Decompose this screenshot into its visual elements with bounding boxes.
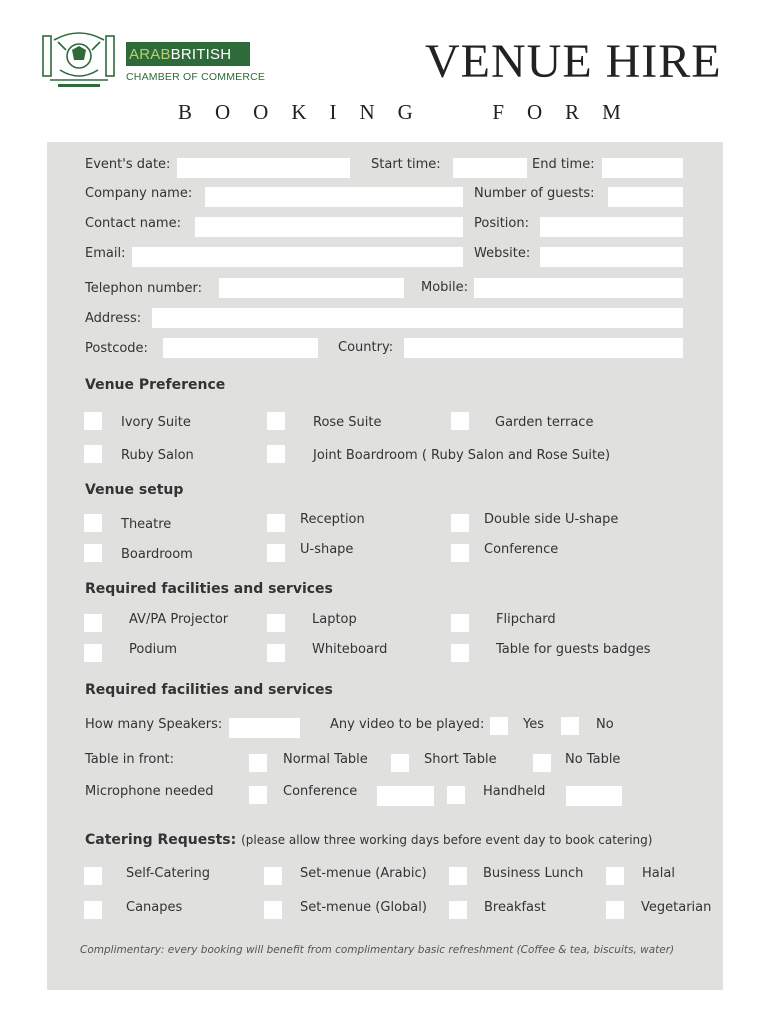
- guest-badges-table-label: Table for guests badges: [496, 642, 651, 657]
- breakfast-label: Breakfast: [484, 900, 546, 915]
- rose-suite-checkbox[interactable]: [267, 412, 285, 430]
- venue-preference-heading: Venue Preference: [85, 377, 226, 393]
- halal-label: Halal: [642, 866, 675, 881]
- theatre-checkbox[interactable]: [84, 514, 102, 532]
- mic-conference-checkbox[interactable]: [249, 786, 267, 804]
- podium-label: Podium: [129, 642, 178, 657]
- joint-boardroom-label: Joint Boardroom ( Ruby Salon and Rose Suite): [313, 448, 611, 463]
- end-time-field[interactable]: [602, 158, 683, 178]
- set-menu-global-label: Set-menue (Global): [300, 900, 427, 915]
- conference-setup-label: Conference: [484, 542, 559, 557]
- contact-name-field[interactable]: [195, 217, 463, 237]
- video-no-checkbox[interactable]: [561, 717, 579, 735]
- vegetarian-label: Vegetarian: [641, 900, 712, 915]
- postcode-label: Postcode:: [85, 341, 148, 356]
- double-u-shape-checkbox[interactable]: [451, 514, 469, 532]
- catering-heading-note: (please allow three working days before event day to book catering): [241, 833, 653, 847]
- whiteboard-label: Whiteboard: [312, 642, 388, 657]
- start-time-label: Start time:: [371, 157, 441, 172]
- country-label: Country:: [338, 340, 394, 355]
- boardroom-label: Boardroom: [121, 547, 193, 562]
- reception-label: Reception: [300, 512, 365, 527]
- normal-table-label: Normal Table: [283, 752, 368, 767]
- position-label: Position:: [474, 216, 529, 231]
- double-u-shape-label: Double side U-shape: [484, 512, 619, 527]
- business-lunch-checkbox[interactable]: [449, 867, 467, 885]
- table-in-front-label: Table in front:: [85, 752, 175, 767]
- telephone-field[interactable]: [219, 278, 404, 298]
- venue-setup-heading: Venue setup: [85, 482, 184, 498]
- vegetarian-checkbox[interactable]: [606, 901, 624, 919]
- position-field[interactable]: [540, 217, 683, 237]
- ruby-salon-label: Ruby Salon: [121, 448, 194, 463]
- handheld-label: Handheld: [483, 784, 546, 799]
- catering-heading-title: Catering Requests:: [85, 832, 237, 848]
- garden-terrace-checkbox[interactable]: [451, 412, 469, 430]
- reception-checkbox[interactable]: [267, 514, 285, 532]
- chamber-emblem-logo: [40, 30, 118, 92]
- speakers-field[interactable]: [229, 718, 300, 738]
- mobile-field[interactable]: [474, 278, 683, 298]
- podium-checkbox[interactable]: [84, 644, 102, 662]
- short-table-checkbox[interactable]: [391, 754, 409, 772]
- catering-heading: [85, 832, 652, 848]
- canapes-checkbox[interactable]: [84, 901, 102, 919]
- conference-setup-checkbox[interactable]: [451, 544, 469, 562]
- theatre-label: Theatre: [121, 517, 172, 532]
- speakers-label: How many Speakers:: [85, 717, 223, 732]
- email-field[interactable]: [132, 247, 463, 267]
- brand-wordmark: [126, 42, 250, 66]
- av-pa-projector-label: AV/PA Projector: [129, 612, 229, 627]
- no-table-checkbox[interactable]: [533, 754, 551, 772]
- handheld-qty-field[interactable]: [566, 786, 622, 806]
- ivory-suite-label: Ivory Suite: [121, 415, 191, 430]
- set-menu-global-checkbox[interactable]: [264, 901, 282, 919]
- complimentary-note: Complimentary: every booking will benefit from complimentary basic refreshment (Coffee & tea, biscuits, water): [80, 944, 675, 956]
- page-subtitle: BOOKING FORM: [178, 100, 644, 124]
- set-menu-arabic-label: Set-menue (Arabic): [300, 866, 427, 881]
- telephone-label: Telephon number:: [85, 281, 203, 296]
- canapes-label: Canapes: [126, 900, 183, 915]
- self-catering-checkbox[interactable]: [84, 867, 102, 885]
- company-name-field[interactable]: [205, 187, 463, 207]
- email-label: Email:: [85, 246, 126, 261]
- form-panel: [47, 142, 723, 990]
- video-no-label: No: [596, 717, 614, 732]
- flipchard-checkbox[interactable]: [451, 614, 469, 632]
- facilities-heading-2: Required facilities and services: [85, 682, 333, 698]
- boardroom-checkbox[interactable]: [84, 544, 102, 562]
- event-date-label: Event's date:: [85, 157, 171, 172]
- mobile-label: Mobile:: [421, 280, 469, 295]
- video-yes-checkbox[interactable]: [490, 717, 508, 735]
- set-menu-arabic-checkbox[interactable]: [264, 867, 282, 885]
- microphone-label: Microphone needed: [85, 784, 214, 799]
- flipchard-label: Flipchard: [496, 612, 556, 627]
- self-catering-label: Self-Catering: [126, 866, 211, 881]
- video-yes-label: Yes: [523, 717, 544, 732]
- ivory-suite-checkbox[interactable]: [84, 412, 102, 430]
- breakfast-checkbox[interactable]: [449, 901, 467, 919]
- laptop-label: Laptop: [312, 612, 357, 627]
- postcode-field[interactable]: [163, 338, 318, 358]
- website-field[interactable]: [540, 247, 683, 267]
- guest-badges-table-checkbox[interactable]: [451, 644, 469, 662]
- handheld-checkbox[interactable]: [447, 786, 465, 804]
- halal-checkbox[interactable]: [606, 867, 624, 885]
- company-name-label: Company name:: [85, 186, 193, 201]
- video-label: Any video to be played:: [330, 717, 485, 732]
- country-field[interactable]: [404, 338, 683, 358]
- av-pa-projector-checkbox[interactable]: [84, 614, 102, 632]
- laptop-checkbox[interactable]: [267, 614, 285, 632]
- ruby-salon-checkbox[interactable]: [84, 445, 102, 463]
- contact-name-label: Contact name:: [85, 216, 181, 231]
- event-date-field[interactable]: [177, 158, 350, 178]
- mic-conference-qty-field[interactable]: [377, 786, 434, 806]
- short-table-label: Short Table: [424, 752, 497, 767]
- joint-boardroom-checkbox[interactable]: [267, 445, 285, 463]
- garden-terrace-label: Garden terrace: [495, 415, 594, 430]
- normal-table-checkbox[interactable]: [249, 754, 267, 772]
- facilities-heading-1: Required facilities and services: [85, 581, 333, 597]
- end-time-label: End time:: [532, 157, 595, 172]
- start-time-field[interactable]: [453, 158, 527, 178]
- brand-british-text: BRITISH: [170, 45, 232, 63]
- rose-suite-label: Rose Suite: [313, 415, 382, 430]
- address-field[interactable]: [152, 308, 683, 328]
- no-table-label: No Table: [565, 752, 621, 767]
- mic-conference-label: Conference: [283, 784, 358, 799]
- page-title: VENUE HIRE: [425, 35, 722, 88]
- address-label: Address:: [85, 311, 142, 326]
- business-lunch-label: Business Lunch: [483, 866, 584, 881]
- whiteboard-checkbox[interactable]: [267, 644, 285, 662]
- brand-arab-text: ARAB: [129, 45, 171, 63]
- u-shape-checkbox[interactable]: [267, 544, 285, 562]
- number-of-guests-label: Number of guests:: [474, 186, 595, 201]
- website-label: Website:: [474, 246, 531, 261]
- number-of-guests-field[interactable]: [608, 187, 683, 207]
- brand-subtitle: CHAMBER OF COMMERCE: [126, 71, 266, 83]
- u-shape-label: U-shape: [300, 542, 354, 557]
